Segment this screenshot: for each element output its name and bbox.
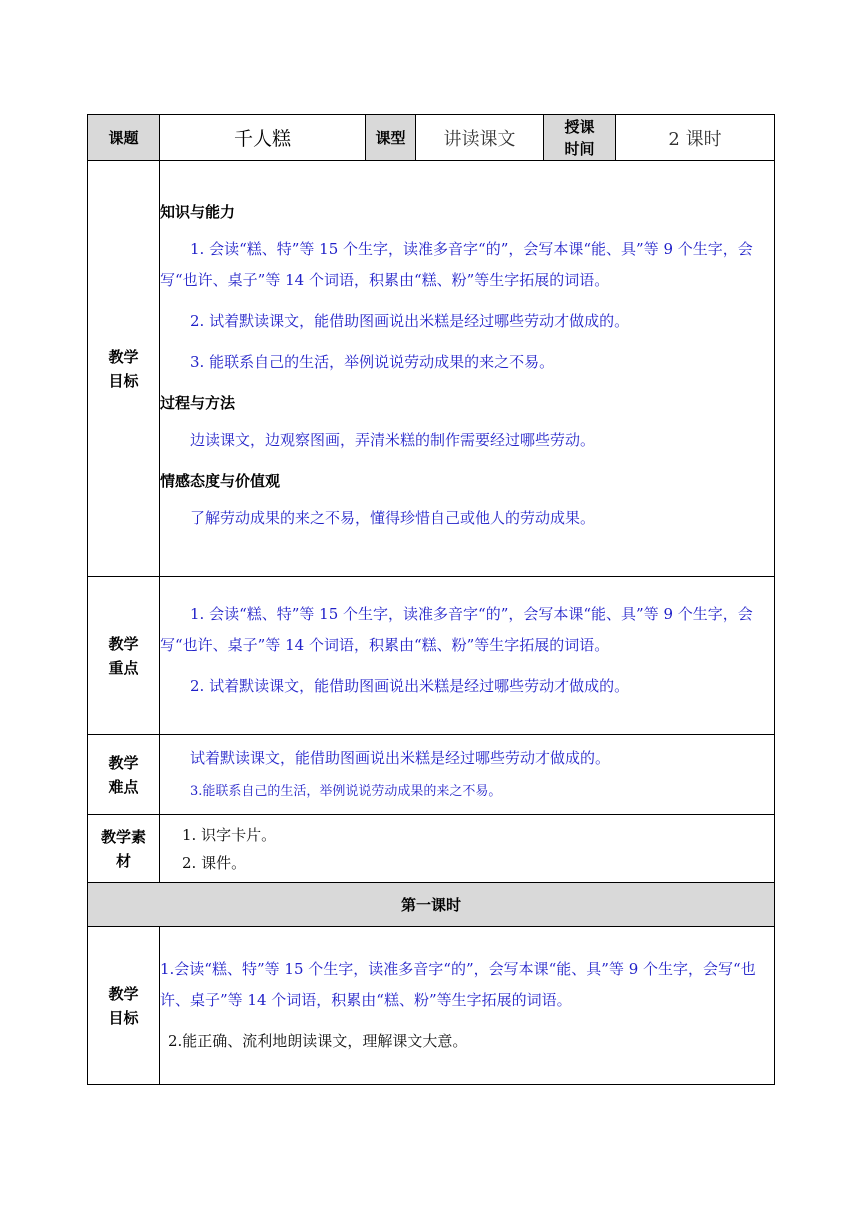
topic-value: 千人糕 [160,115,366,161]
hours-value: 2 课时 [616,115,775,161]
hours-label [544,115,616,161]
difficulties-label [88,735,160,815]
knowledge-item-2: 2. 试着默读课文，能借助图画说出米糕是经过哪些劳动才做成的。 [190,312,630,330]
session-objective-2: 2.能正确、流利地朗读课文，理解课文大意。 [168,1032,468,1050]
session-objectives-content [160,927,775,1085]
process-title: 过程与方法 [160,394,236,412]
type-label: 课型 [366,115,416,161]
key-points-label-line2: 重点 [108,658,139,677]
header-row [88,115,775,161]
difficulties-content [160,735,775,815]
session-objectives-label [88,927,160,1085]
hours-label-line1: 授课 [564,117,595,136]
objectives-label-line1: 教学 [108,347,139,366]
session-objective-1: 1.会读“糕、特”等 15 个生字，读准多音字“的”，会写本课“能、具”等 9 个生字，会写“也许、桌子”等 14 个词语，积累由“糕、粉”等生字拓展的词语。 [160,960,756,1009]
session-row [88,883,775,927]
emotion-title: 情感态度与价值观 [160,472,281,490]
material-2: 2. 课件。 [182,853,247,872]
session-objectives-label-line1: 教学 [108,984,139,1003]
materials-content [160,815,775,883]
materials-label-line1: 教学素 [100,827,146,846]
key-points-label [88,577,160,735]
difficulties-row [88,735,775,815]
difficulties-label-line2: 难点 [108,777,139,796]
objectives-label-line2: 目标 [108,371,139,390]
knowledge-title: 知识与能力 [160,203,236,221]
difficulty-1: 试着默读课文，能借助图画说出米糕是经过哪些劳动才做成的。 [190,748,611,767]
materials-label-line2: 材 [115,851,131,870]
key-points-content [160,577,775,735]
objectives-label [88,161,160,577]
lesson-plan-table [87,114,775,1085]
type-value: 讲读课文 [416,115,544,161]
session-objectives-row [88,927,775,1085]
key-points-label-line1: 教学 [108,634,139,653]
hours-label-line2: 时间 [564,139,595,158]
topic-label: 课题 [88,115,160,161]
difficulty-2: 3.能联系自己的生活，举例说说劳动成果的来之不易。 [190,783,502,799]
key-points-row [88,577,775,735]
process-item: 边读课文，边观察图画，弄清米糕的制作需要经过哪些劳动。 [190,431,596,449]
difficulties-label-line1: 教学 [108,753,139,772]
materials-row [88,815,775,883]
objectives-row [88,161,775,577]
emotion-item: 了解劳动成果的来之不易，懂得珍惜自己或他人的劳动成果。 [190,509,596,527]
session-objectives-label-line2: 目标 [108,1008,139,1027]
material-1: 1. 识字卡片。 [182,825,277,844]
objectives-content [160,161,775,577]
knowledge-item-3: 3. 能联系自己的生活，举例说说劳动成果的来之不易。 [190,353,555,371]
key-point-2: 2. 试着默读课文，能借助图画说出米糕是经过哪些劳动才做成的。 [190,677,630,695]
session-title: 第一课时 [88,883,775,927]
key-point-1: 1. 会读“糕、特”等 15 个生字，读准多音字“的”，会写本课“能、具”等 9 个生字，会写“也许、桌子”等 14 个词语，积累由“糕、粉”等生字拓展的词语。 [160,605,753,654]
materials-label [88,815,160,883]
knowledge-item-1: 1. 会读“糕、特”等 15 个生字，读准多音字“的”，会写本课“能、具”等 9 个生字，会写“也许、桌子”等 14 个词语，积累由“糕、粉”等生字拓展的词语。 [160,240,753,289]
